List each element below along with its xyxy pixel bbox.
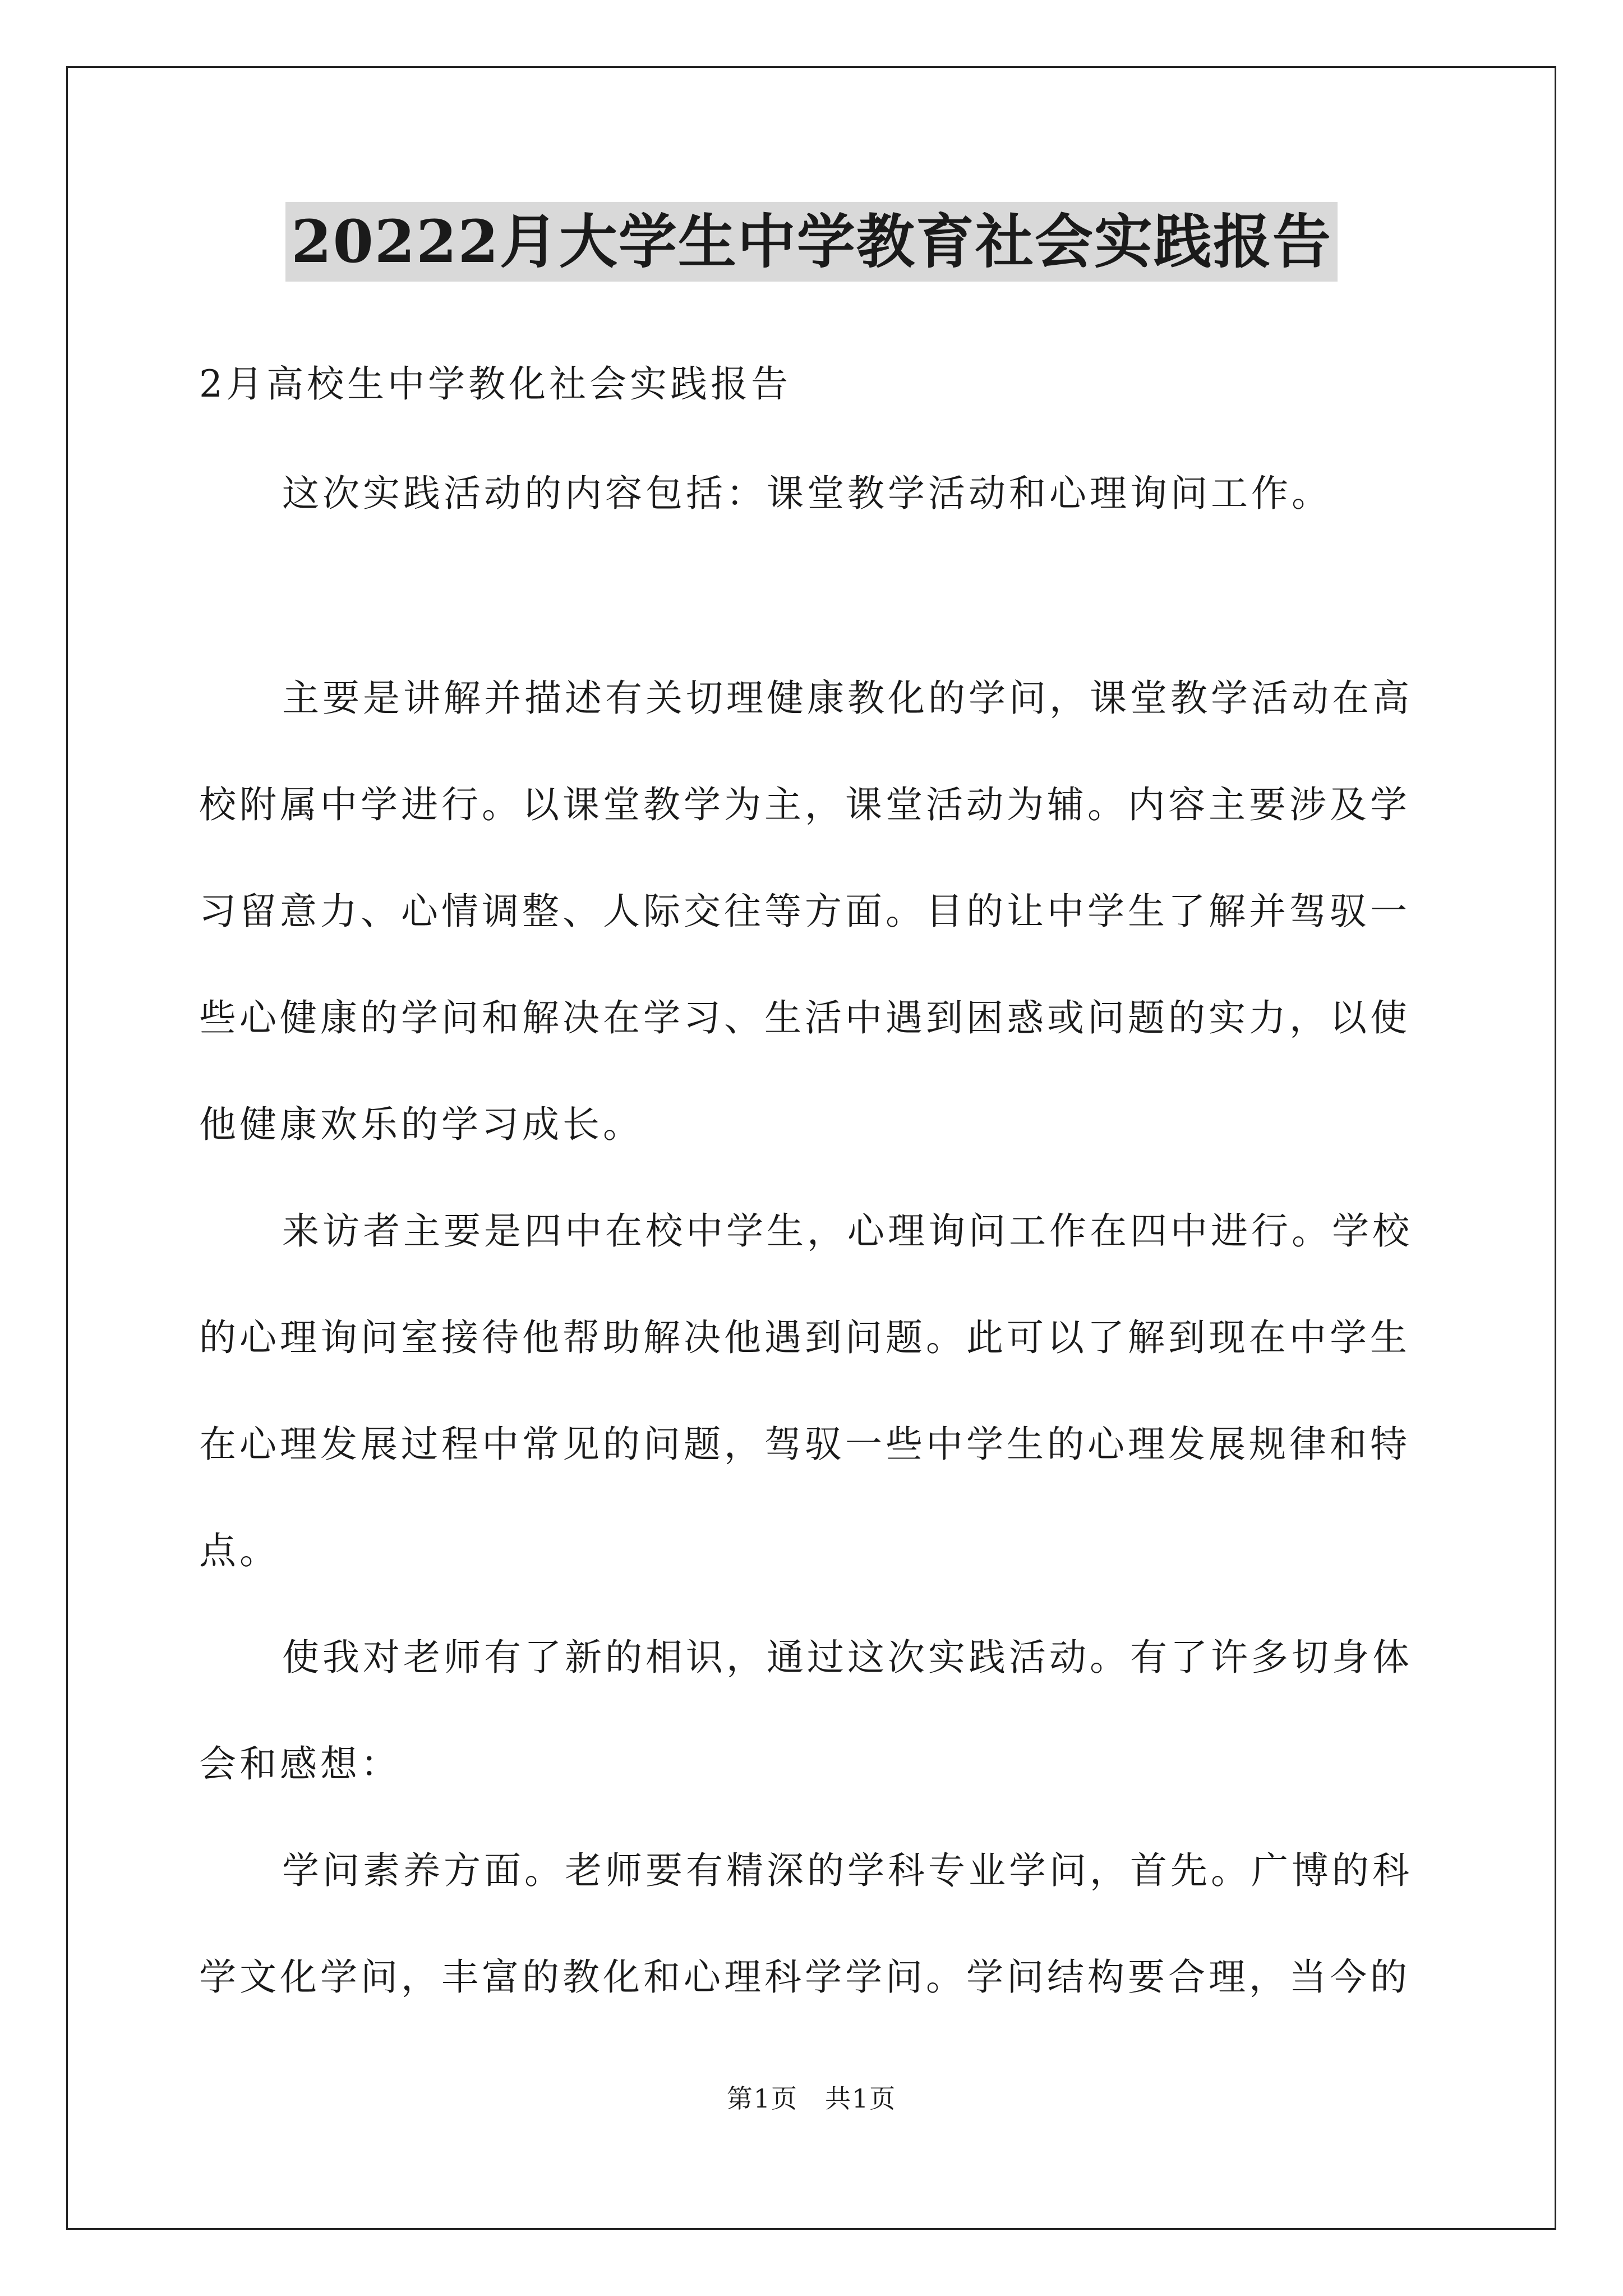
body-paragraphs bbox=[199, 645, 1433, 2031]
title-container bbox=[0, 202, 1623, 282]
paragraph: 主要是讲解并描述有关切理健康教化的学问，课堂教学活动在高校附属中学进行。以课堂教学为主，课堂活动为辅。内容主要涉及学习留意力、心情调整、人际交往等方面。目的让中学生了解并驾驭一些心健康的学问和解决在学习、生活中遇到困惑或问题的实力，以使他健康欢乐的学习成长。 bbox=[199, 677, 1413, 1146]
document-subtitle: 2月高校生中学教化社会实践报告 bbox=[199, 362, 791, 406]
paragraph: 使我对老师有了新的相识，通过这次实践活动。有了许多切身体会和感想： bbox=[199, 1636, 1413, 1786]
paragraph: 这次实践活动的内容包括：课堂教学活动和心理询问工作。 bbox=[282, 472, 1332, 515]
intro-paragraph bbox=[199, 440, 1433, 547]
paragraph: 学问素养方面。老师要有精深的学科专业学问，首先。广博的科学文化学问，丰富的教化和心理科学学问。学问结构要合理，当今的 bbox=[199, 1849, 1413, 1999]
document-title: 20222月大学生中学教育社会实践报告 bbox=[285, 202, 1338, 282]
paragraph: 来访者主要是四中在校中学生，心理询问工作在四中进行。学校的心理询问室接待他帮助解决他遇到问题。此可以了解到现在中学生在心理发展过程中常见的问题，驾驭一些中学生的心理发展规律和特点。 bbox=[199, 1209, 1413, 1572]
page-number: 第1页 共1页 bbox=[726, 2083, 897, 2114]
